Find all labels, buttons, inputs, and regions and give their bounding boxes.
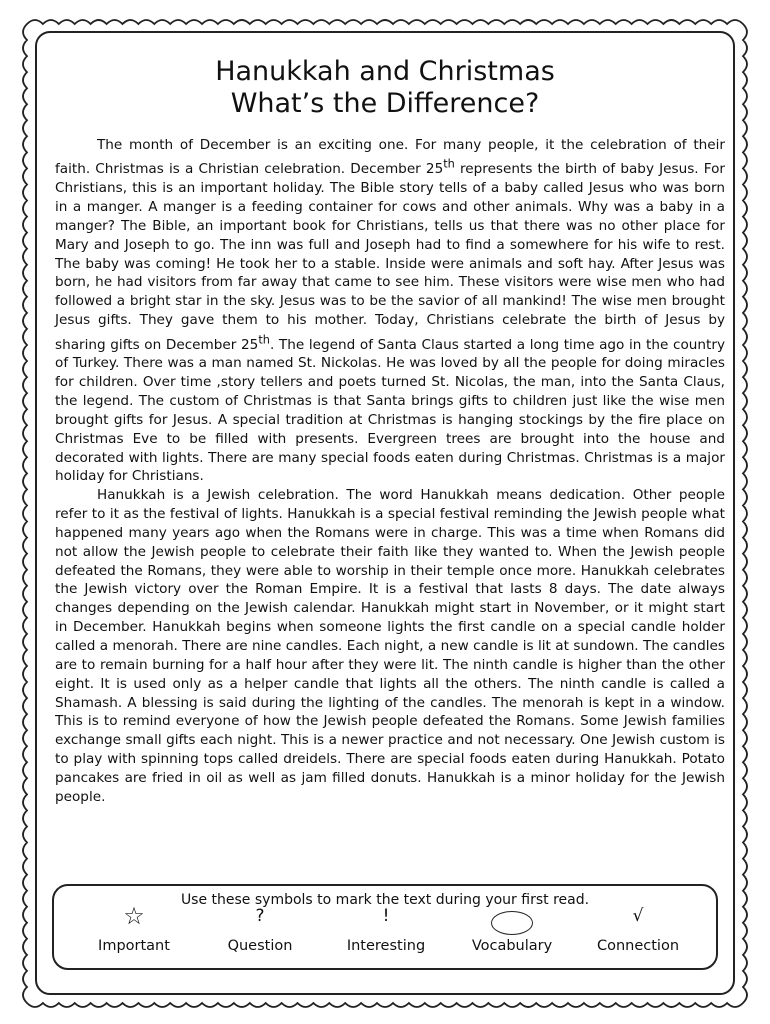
paragraph-christmas: [55, 136, 725, 486]
exclamation-icon: !: [382, 906, 390, 926]
symbol-label-interesting: Interesting: [346, 938, 426, 954]
page-title-line-2: What’s the Difference?: [230, 88, 540, 119]
symbol-label-important: Important: [98, 938, 170, 954]
symbol-key-box: [52, 884, 718, 970]
question-mark-icon: ?: [255, 906, 265, 926]
oval-icon: [442, 911, 582, 940]
star-icon: ☆: [123, 902, 145, 930]
page-title-line-1: Hanukkah and Christmas: [215, 56, 555, 87]
symbol-label-question: Question: [227, 938, 293, 954]
paragraph-christmas-text: The month of December is an exciting one. For many people, it the celebration of their faith. Christmas is a Christian celebration. December 25th represents the birth of baby Jesus. For Christians, this is an important holiday. The Bible story tells of a baby called Jesus who was born in a manger. A manger is a feeding container for cows and other animals. Why was a baby in a manger? The Bible, an important book for Christians, tells us that there was no other place for Mary and Joseph to go. The inn was full and Joseph had to find a somewhere for his wife to rest. The baby was coming! He took her to a stable. Inside were animals and soft hay. After Jesus was born, he had visitors from far away that came to see him. These visitors were wise men who had followed a bright star in the sky. Jesus was to be the savior of all mankind! The wise men brought Jesus gifts. They gave them to his mother. Today, Christians celebrate the birth of Jesus by sharing gifts on December 25th. The legend of Santa Claus started a long time ago in the country of Turkey. There was a man named St. Nickolas. He was loved by all the people for doing miracles for children. Over time ,story tellers and poets turned St. Nicolas, the man, into the Santa Claus, the legend. The custom of Christmas is that Santa brings gifts to children just like the wise men brought gifts for Jesus. A special tradition at Christmas is hanging stockings by the fire place on Christmas Eve to be filled with presents. Evergreen trees are brought into the house and decorated with lights. There are many special foods eaten during Christmas. Christmas is a major holiday for Christians.: [55, 137, 725, 485]
checkmark-icon: √: [632, 906, 644, 926]
symbol-label-vocabulary: Vocabulary: [471, 938, 553, 954]
symbol-key-caption: Use these symbols to mark the text during your first read.: [180, 892, 590, 908]
symbol-label-connection: Connection: [596, 938, 680, 954]
article-body: [55, 136, 725, 807]
paragraph-hanukkah: Hanukkah is a Jewish celebration. The word Hanukkah means dedication. Other people refer to it as the festival of lights. Hanukkah is a special festival reminding the Jewish people what happened many years ago when the Romans were in charge. This was a time when Romans did not allow the Jewish people to celebrate their faith like they wanted to. When the Jewish people defeated the Romans, they were able to worship in their temple once more. Hanukkah celebrates the Jewish victory over the Roman Empire. It is a festival that lasts 8 days. The date always changes depending on the Jewish calendar. Hanukkah might start in November, or it might start in December. Hanukkah begins when someone lights the first candle on a special candle holder called a menorah. There are nine candles. Each night, a new candle is lit at sundown. The candles are to remain burning for a half hour after they were lit. The ninth candle is higher than the other eight. It is used only as a helper candle that lights all the others. The ninth candle is called a Shamash. A blessing is said during the lighting of the candles. The menorah is kept in a window. This is to remind everyone of how the Jewish people defeated the Romans. Some Jewish families exchange small gifts each night. This is a newer practice and not necessary. One Jewish custom is to play with spinning tops called dreidels. There are special foods eaten during Hanukkah. Potato pancakes are fried in oil as well as jam filled donuts. Hanukkah is a minor holiday for the Jewish people.: [55, 487, 725, 805]
